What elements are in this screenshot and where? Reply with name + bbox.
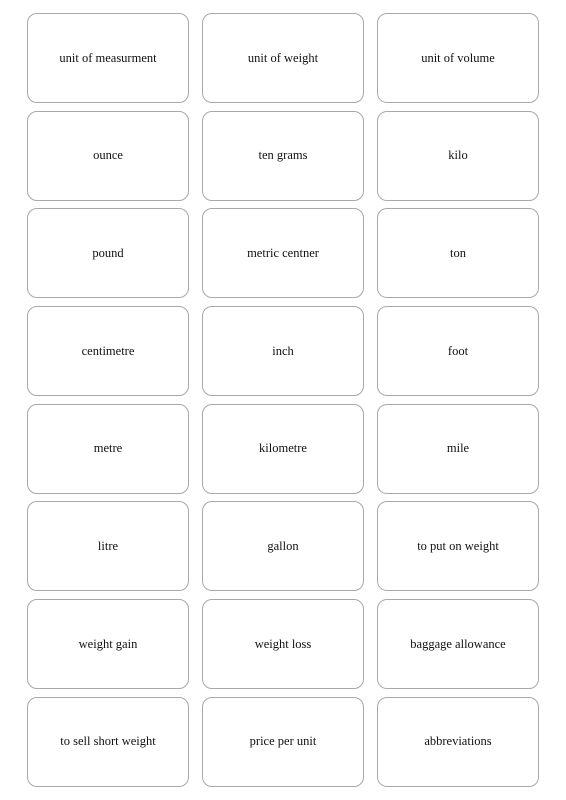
card-label: price per unit <box>249 734 317 749</box>
card-to-put-on-weight <box>377 501 539 591</box>
card-label: metric centner <box>247 245 319 260</box>
card-label: foot <box>447 343 469 358</box>
card-label: kilometre <box>259 441 307 456</box>
card-litre <box>27 501 189 591</box>
card-label: to sell short weight <box>60 734 156 749</box>
card-label: to put on weight <box>417 538 499 553</box>
card-label: inch <box>272 343 294 358</box>
card-abbreviations <box>377 697 539 787</box>
card-label: centimetre <box>81 343 135 358</box>
card-label: ounce <box>93 148 123 163</box>
card-label: gallon <box>267 538 299 553</box>
card-label: pound <box>92 245 124 260</box>
card-label: litre <box>97 538 119 553</box>
card-unit-of-weight <box>202 13 364 103</box>
card-label: baggage allowance <box>410 636 506 651</box>
card-weight-gain <box>27 599 189 689</box>
card-ounce <box>27 111 189 201</box>
flashcard-grid <box>27 13 539 787</box>
card-baggage-allowance <box>377 599 539 689</box>
card-label: mile <box>446 441 470 456</box>
card-centimetre <box>27 306 189 396</box>
card-foot <box>377 306 539 396</box>
card-ton <box>377 208 539 298</box>
card-label: abbreviations <box>424 734 492 749</box>
card-label: unit of weight <box>247 50 319 65</box>
card-kilo <box>377 111 539 201</box>
card-label: kilo <box>448 148 468 163</box>
card-pound <box>27 208 189 298</box>
card-metre <box>27 404 189 494</box>
card-ten-grams <box>202 111 364 201</box>
card-unit-of-measurment <box>27 13 189 103</box>
card-label: weight gain <box>78 636 138 651</box>
card-label: weight loss <box>254 636 312 651</box>
card-label: unit of volume <box>421 50 495 65</box>
card-label: ton <box>450 245 466 260</box>
card-inch <box>202 306 364 396</box>
card-to-sell-short-weight <box>27 697 189 787</box>
card-kilometre <box>202 404 364 494</box>
card-price-per-unit <box>202 697 364 787</box>
card-label: metre <box>93 441 123 456</box>
card-gallon <box>202 501 364 591</box>
card-weight-loss <box>202 599 364 689</box>
card-label: ten grams <box>258 148 308 163</box>
card-unit-of-volume <box>377 13 539 103</box>
card-label: unit of measurment <box>59 50 157 65</box>
card-metric-centner <box>202 208 364 298</box>
card-mile <box>377 404 539 494</box>
